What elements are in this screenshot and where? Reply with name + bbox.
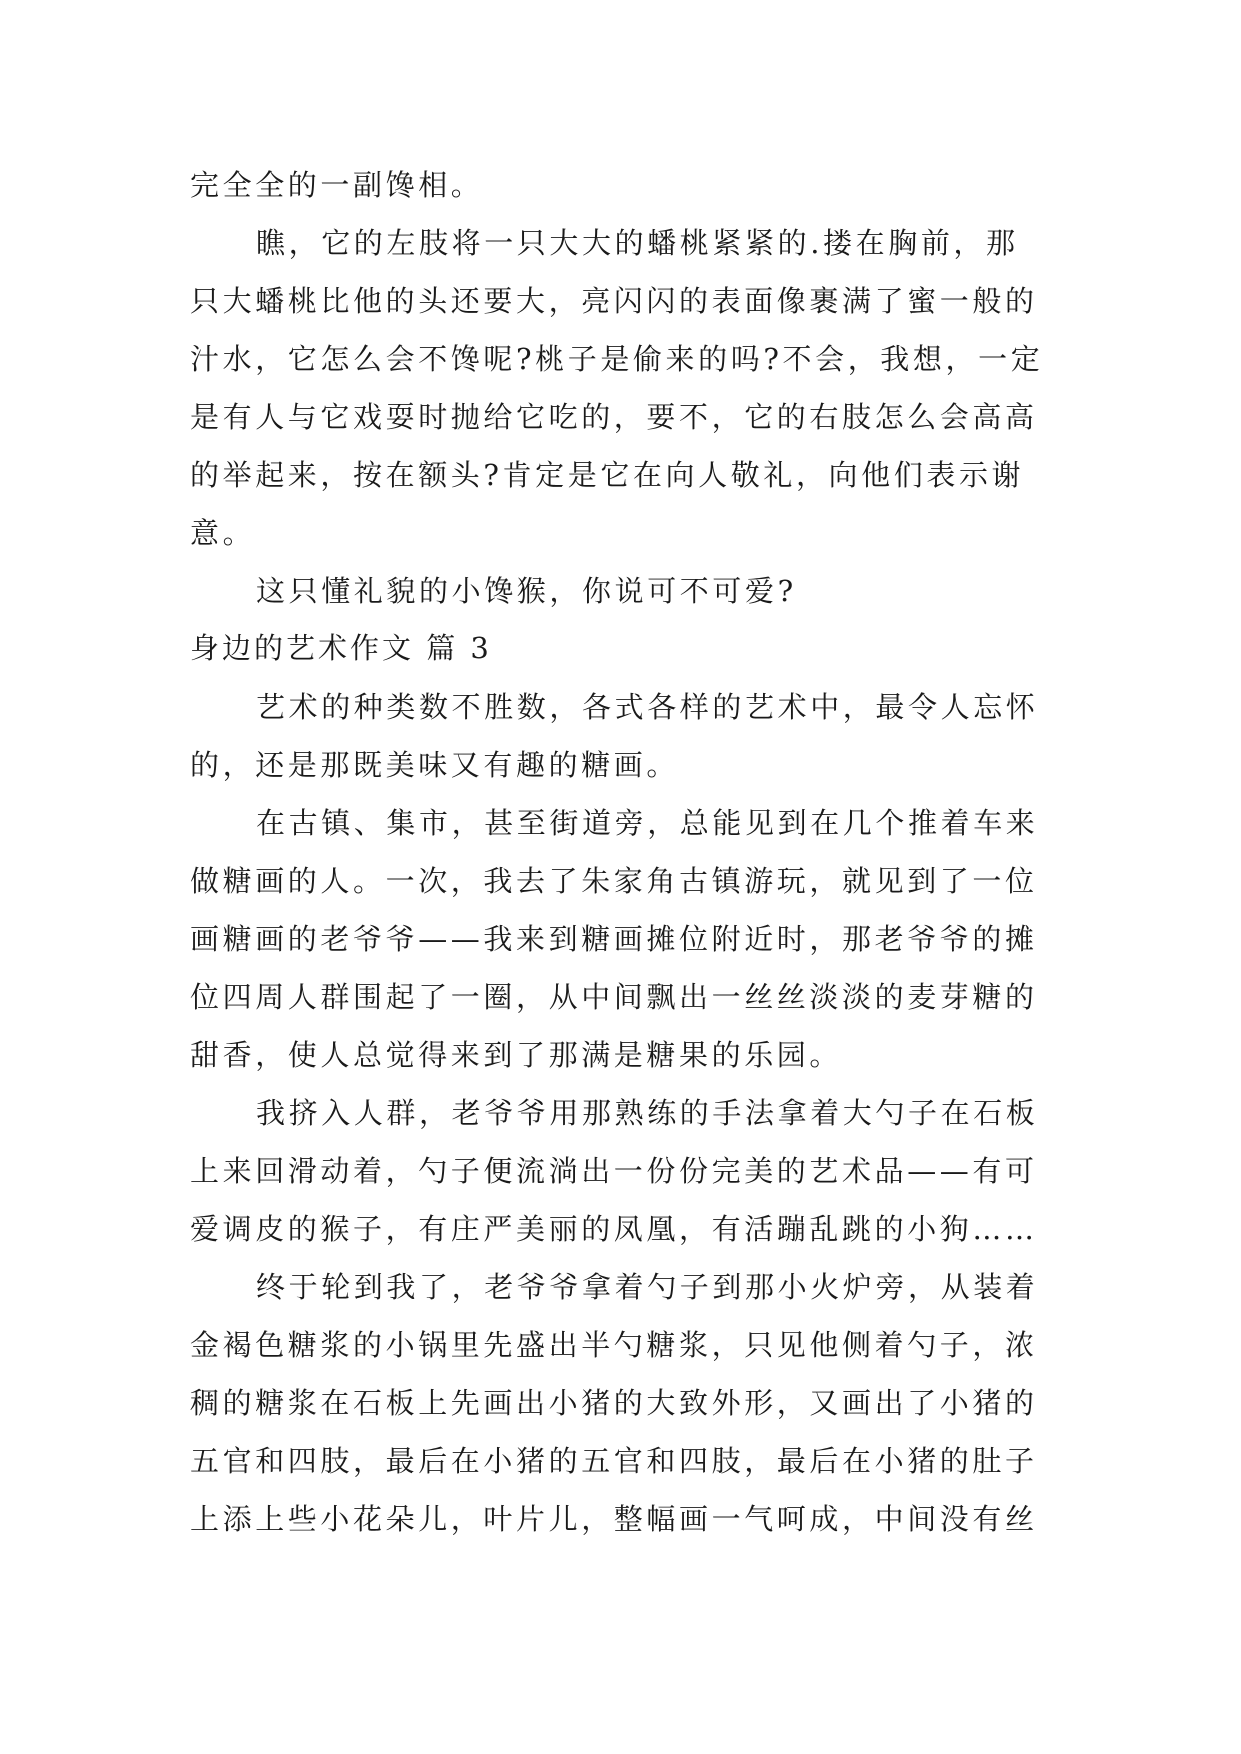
text-line: 我挤入人群，老爷爷用那熟练的手法拿着大勺子在石板 <box>256 1096 1039 1130</box>
text-line: 五官和四肢，最后在小猪的五官和四肢，最后在小猪的肚子 <box>190 1444 1038 1478</box>
text-line: 汁水，它怎么会不馋呢?桃子是偷来的吗?不会，我想，一定 <box>190 342 1044 376</box>
text-line: 瞧，它的左肢将一只大大的蟠桃紧紧的.搂在胸前，那 <box>256 226 1019 260</box>
text-line: 意。 <box>190 516 256 550</box>
text-line: 稠的糖浆在石板上先画出小猪的大致外形，又画出了小猪的 <box>190 1386 1038 1420</box>
text-line: 上来回滑动着，勺子便流淌出一份份完美的艺术品——有可 <box>190 1154 1038 1188</box>
text-line: 位四周人群围起了一圈，从中间飘出一丝丝淡淡的麦芽糖的 <box>190 980 1038 1014</box>
text-line: 的，还是那既美味又有趣的糖画。 <box>190 748 680 782</box>
text-line: 爱调皮的猴子，有庄严美丽的凤凰，有活蹦乱跳的小狗…… <box>190 1212 1038 1246</box>
text-line: 做糖画的人。一次，我去了朱家角古镇游玩，就见到了一位 <box>190 864 1038 898</box>
text-line: 艺术的种类数不胜数，各式各样的艺术中，最令人忘怀 <box>256 690 1039 724</box>
text-line: 在古镇、集市，甚至街道旁，总能见到在几个推着车来 <box>256 806 1039 840</box>
text-line: 完全全的一副馋相。 <box>190 168 484 202</box>
text-line: 画糖画的老爷爷——我来到糖画摊位附近时，那老爷爷的摊 <box>190 922 1038 956</box>
text-line: 终于轮到我了，老爷爷拿着勺子到那小火炉旁，从装着 <box>256 1270 1039 1304</box>
section-heading: 身边的艺术作文 篇 3 <box>190 631 492 665</box>
text-line: 这只懂礼貌的小馋猴，你说可不可爱? <box>256 574 797 608</box>
text-line: 甜香，使人总觉得来到了那满是糖果的乐园。 <box>190 1038 843 1072</box>
text-line: 的举起来，按在额头?肯定是它在向人敬礼，向他们表示谢 <box>190 458 1025 492</box>
text-line: 上添上些小花朵儿，叶片儿，整幅画一气呵成，中间没有丝 <box>190 1502 1038 1536</box>
text-line: 是有人与它戏耍时抛给它吃的，要不，它的右肢怎么会高高 <box>190 400 1038 434</box>
text-line: 金褐色糖浆的小锅里先盛出半勺糖浆，只见他侧着勺子，浓 <box>190 1328 1038 1362</box>
text-line: 只大蟠桃比他的头还要大，亮闪闪的表面像裹满了蜜一般的 <box>190 284 1038 318</box>
